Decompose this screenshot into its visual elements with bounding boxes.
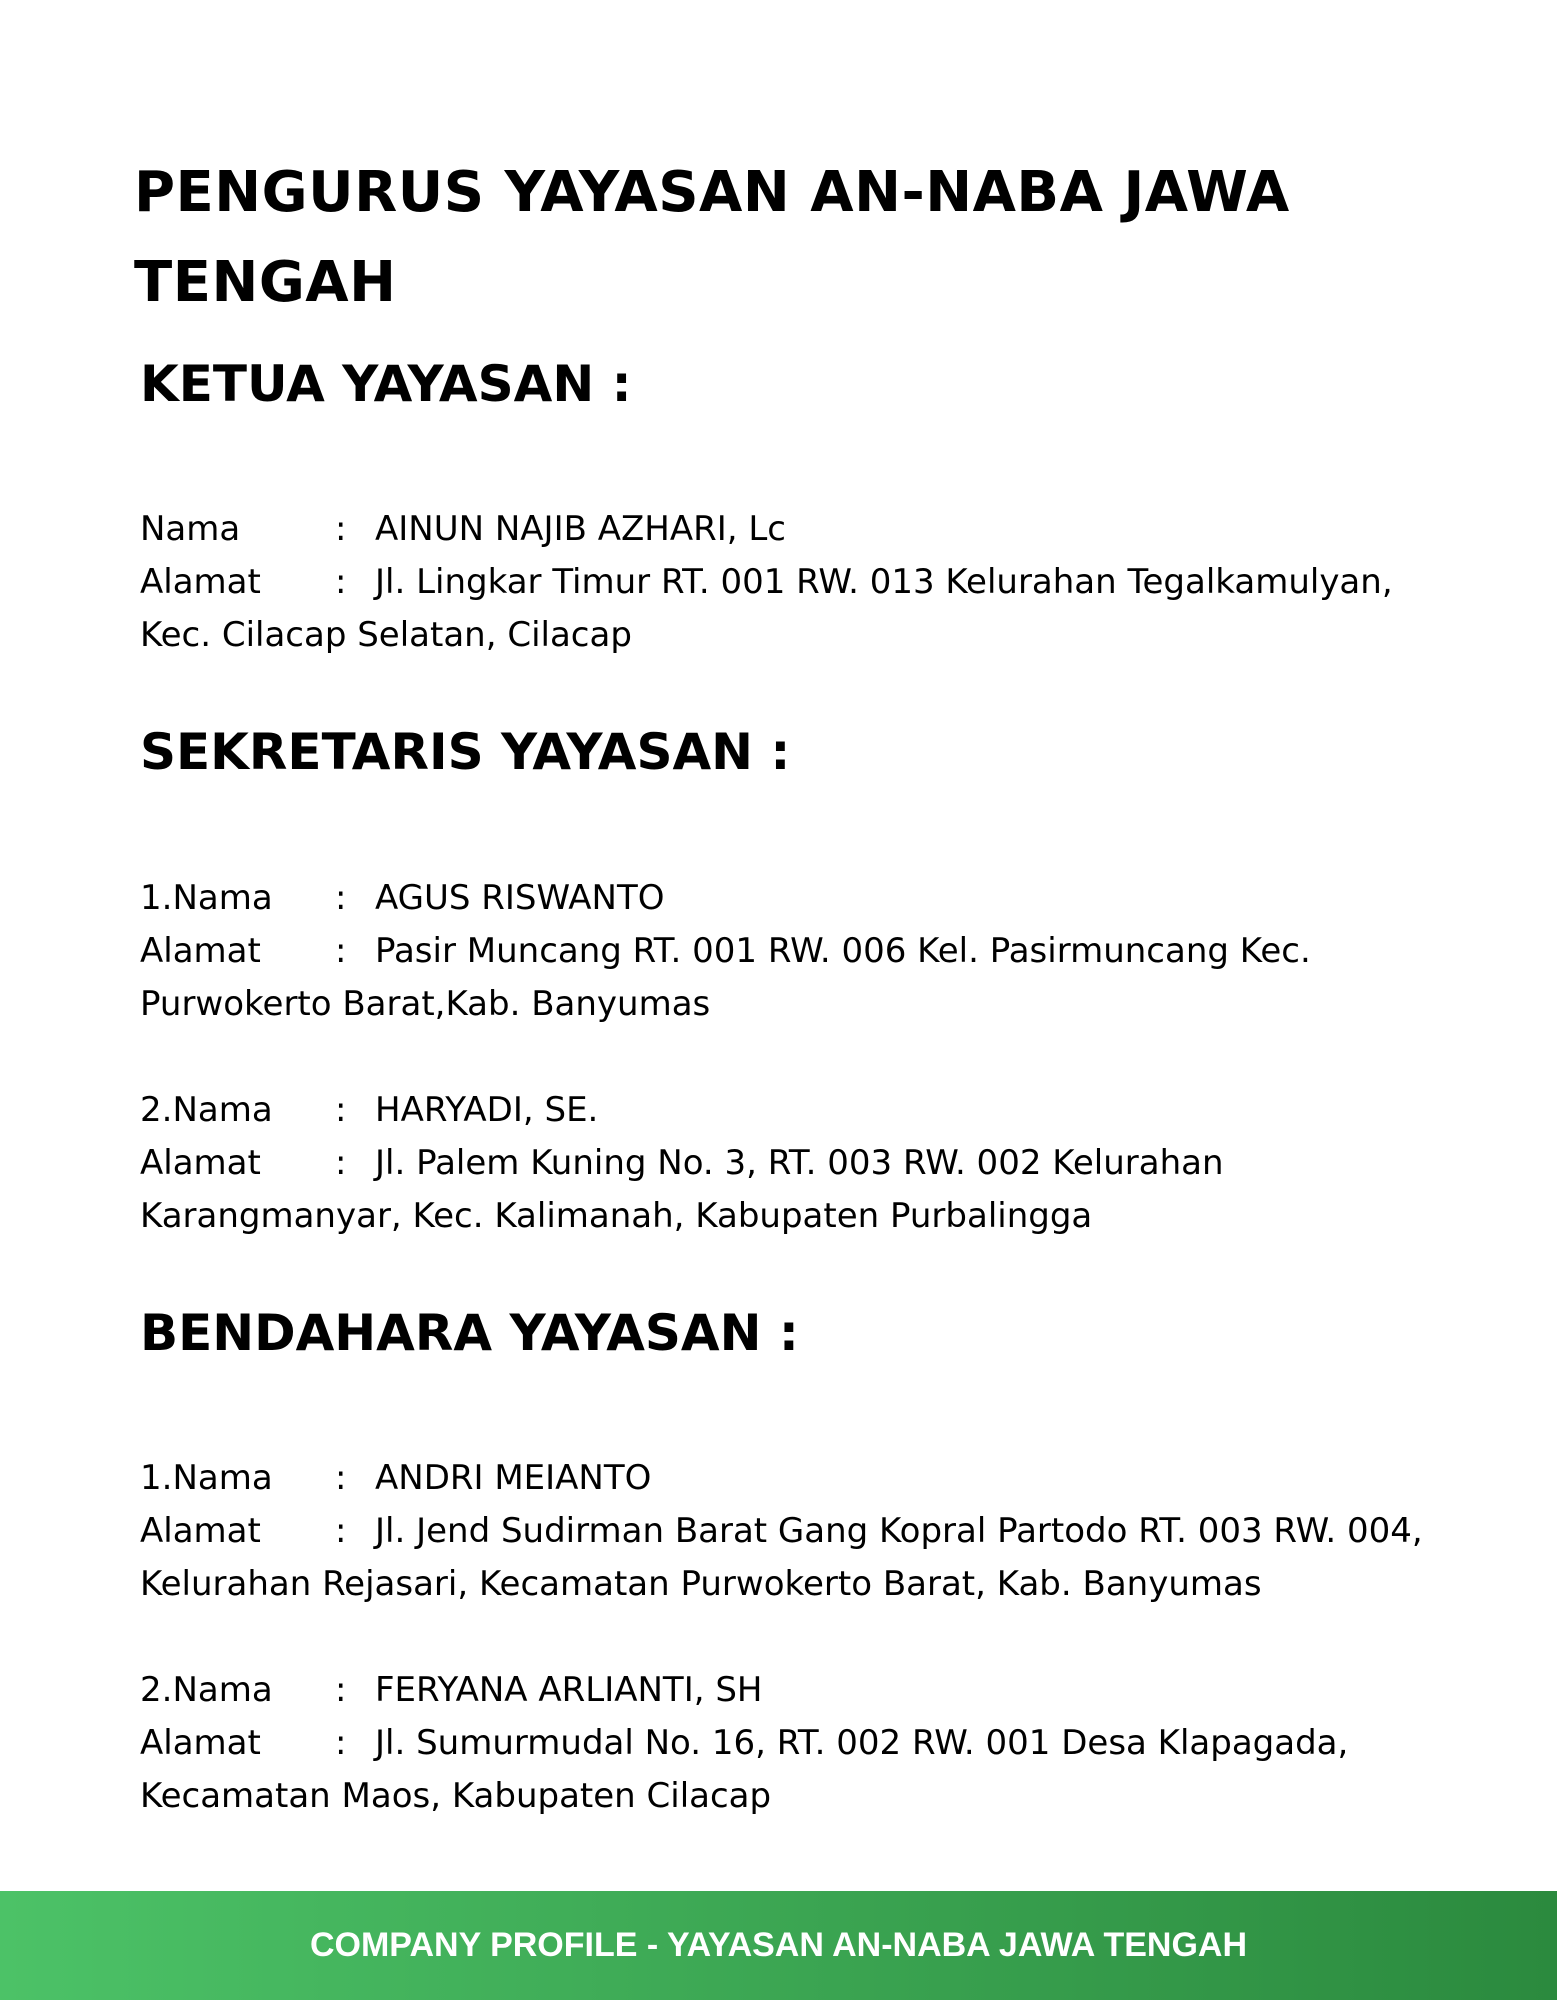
address-label: Alamat xyxy=(140,562,261,602)
colon: : xyxy=(335,1670,347,1710)
member-address-line2: Kec. Cilacap Selatan, Cilacap xyxy=(140,615,632,655)
colon: : xyxy=(335,509,347,549)
name-label: 1.Nama xyxy=(140,1458,273,1498)
footer-bar xyxy=(0,1891,1557,2000)
member-address-line1: Pasir Muncang RT. 001 RW. 006 Kel. Pasirmuncang Kec. xyxy=(375,931,1311,971)
member-name: FERYANA ARLIANTI, SH xyxy=(375,1670,763,1710)
member-entry-sekretaris-2 xyxy=(140,1084,1440,1243)
member-name: AGUS RISWANTO xyxy=(375,878,665,918)
name-label: Nama xyxy=(140,509,241,549)
member-address-line2: Kelurahan Rejasari, Kecamatan Purwokerto Barat, Kab. Banyumas xyxy=(140,1564,1262,1604)
member-address-line2: Purwokerto Barat,Kab. Banyumas xyxy=(140,984,711,1024)
colon: : xyxy=(335,1723,347,1763)
address-label: Alamat xyxy=(140,1143,261,1183)
member-entry-bendahara-1 xyxy=(140,1452,1440,1611)
colon: : xyxy=(335,1143,347,1183)
address-label: Alamat xyxy=(140,1511,261,1551)
member-name: AINUN NAJIB AZHARI, Lc xyxy=(375,509,787,549)
colon: : xyxy=(335,562,347,602)
page-title: PENGURUS YAYASAN AN-NABA JAWA TENGAH xyxy=(134,160,1290,315)
member-address-line2: Kecamatan Maos, Kabupaten Cilacap xyxy=(140,1776,772,1816)
member-entry-ketua xyxy=(140,503,1440,662)
member-address-line1: Jl. Sumurmudal No. 16, RT. 002 RW. 001 Desa Klapagada, xyxy=(375,1723,1349,1763)
member-name: ANDRI MEIANTO xyxy=(375,1458,652,1498)
member-entry-bendahara-2 xyxy=(140,1664,1440,1823)
name-label: 2.Nama xyxy=(140,1090,273,1130)
colon: : xyxy=(335,1090,347,1130)
member-address-line1: Jl. Palem Kuning No. 3, RT. 003 RW. 002 Kelurahan xyxy=(375,1143,1224,1183)
address-label: Alamat xyxy=(140,931,261,971)
section-heading-ketua: KETUA YAYASAN : xyxy=(140,355,632,413)
member-address-line1: Jl. Lingkar Timur RT. 001 RW. 013 Kelurahan Tegalkamulyan, xyxy=(375,562,1393,602)
member-address-line2: Karangmanyar, Kec. Kalimanah, Kabupaten Purbalingga xyxy=(140,1196,1093,1236)
name-label: 2.Nama xyxy=(140,1670,273,1710)
address-label: Alamat xyxy=(140,1723,261,1763)
colon: : xyxy=(335,1511,347,1551)
colon: : xyxy=(335,931,347,971)
member-entry-sekretaris-1 xyxy=(140,872,1440,1031)
member-name: HARYADI, SE. xyxy=(375,1090,599,1130)
section-heading-sekretaris: SEKRETARIS YAYASAN : xyxy=(140,723,791,781)
colon: : xyxy=(335,1458,347,1498)
member-address-line1: Jl. Jend Sudirman Barat Gang Kopral Partodo RT. 003 RW. 004, xyxy=(375,1511,1423,1551)
footer-text: COMPANY PROFILE - YAYASAN AN-NABA JAWA TENGAH xyxy=(309,1926,1248,1964)
name-label: 1.Nama xyxy=(140,878,273,918)
colon: : xyxy=(335,878,347,918)
section-heading-bendahara: BENDAHARA YAYASAN : xyxy=(140,1304,799,1362)
